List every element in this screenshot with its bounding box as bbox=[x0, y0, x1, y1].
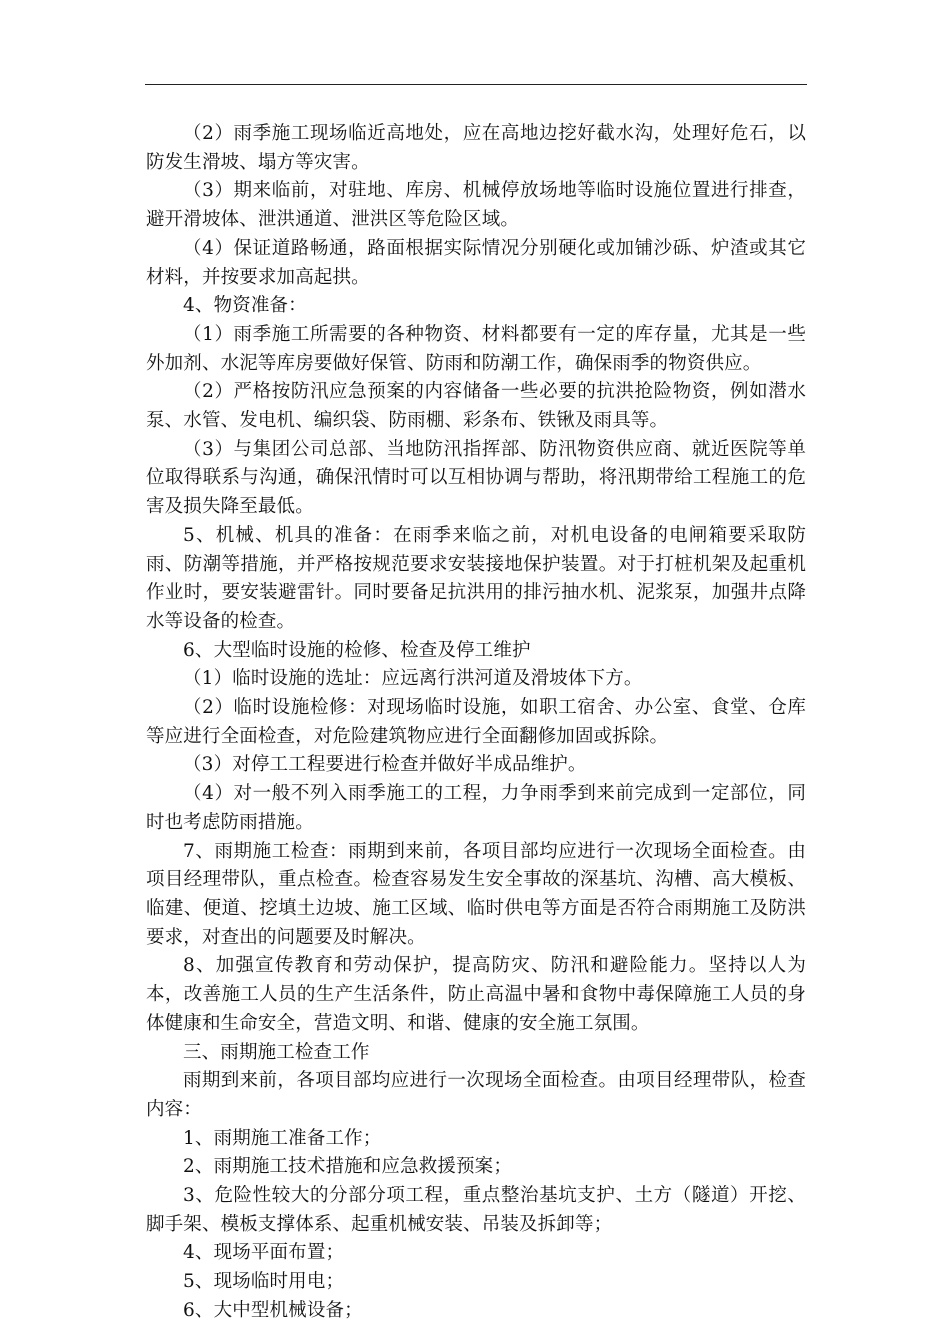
paragraph-facility-repair: （2）临时设施检修：对现场临时设施，如职工宿舍、办公室、食堂、仓库等应进行全面检查，对危险建筑物应进行全面翻修加固或拆除。 bbox=[146, 697, 806, 747]
header-rule bbox=[145, 84, 807, 85]
list-item-4: 4、现场平面布置； bbox=[183, 1242, 345, 1264]
paragraph-site-near-highland: （2）雨季施工现场临近高地处，应在高地边挖好截水沟，处理好危石，以防发生滑坡、塌方等灾害。 bbox=[146, 123, 806, 173]
paragraph-site-selection: （1）临时设施的选址：应远离行洪河道及滑坡体下方。 bbox=[183, 668, 643, 690]
heading-material-preparation: 4、物资准备： bbox=[183, 295, 307, 317]
list-item-5: 5、现场临时用电； bbox=[183, 1271, 345, 1293]
list-item-2: 2、雨期施工技术措施和应急救援预案； bbox=[183, 1156, 512, 1178]
heading-inspection-work: 三、雨期施工检查工作 bbox=[183, 1041, 370, 1063]
paragraph-coordination: （3）与集团公司总部、当地防汛指挥部、防汛物资供应商、就近医院等单位取得联系与沟通，确保汛情时可以互相协调与帮助，将汛期带给工程施工的危害及损失降至最低。 bbox=[146, 438, 806, 518]
paragraph-facility-inspection: （3）期来临前，对驻地、库房、机械停放场地等临时设施位置进行排查，避开滑坡体、泄洪通道、泄洪区等危险区域。 bbox=[146, 180, 806, 231]
paragraph-road-access: （4）保证道路畅通，路面根据实际情况分别硬化或加铺沙砾、炉渣或其它材料，并按要求加高起拱。 bbox=[146, 237, 806, 288]
paragraph-material-stock: （1）雨季施工所需要的各种物资、材料都要有一定的库存量，尤其是一些外加剂、水泥等库房要做好保管、防雨和防潮工作，确保雨季的物资供应。 bbox=[146, 323, 806, 374]
list-item-6: 6、大中型机械设备； bbox=[183, 1299, 363, 1321]
document-body bbox=[146, 120, 806, 1326]
paragraph-machinery-preparation: 5、机械、机具的准备：在雨季来临之前，对机电设备的电闸箱要采取防雨、防潮等措施，并严格按规范要求安装接地保护装置。对于打桩机架及起重机作业时，要安装避雷针。同时要备足抗洪用的排污抽水机、泥浆泵，加强井点降水等设备的检查。 bbox=[146, 524, 806, 632]
paragraph-education-protection: 8、加强宣传教育和劳动保护，提高防灾、防汛和避险能力。坚持以人为本，改善施工人员的生产生活条件，防止高温中暑和食物中毒保障施工人员的身体健康和生命安全，营造文明、和谐、健康的安全施工氛围。 bbox=[146, 955, 806, 1034]
heading-temporary-facilities: 6、大型临时设施的检修、检查及停工维护 bbox=[183, 639, 531, 661]
paragraph-non-rainy-works: （4）对一般不列入雨季施工的工程，力争雨季到来前完成到一定部位，同时也考虑防雨措施。 bbox=[146, 783, 806, 833]
list-item-1: 1、雨期施工准备工作； bbox=[183, 1127, 382, 1149]
paragraph-emergency-supplies: （2）严格按防汛应急预案的内容储备一些必要的抗洪抢险物资，例如潜水泵、水管、发电机、编织袋、防雨棚、彩条布、铁锹及雨具等。 bbox=[146, 381, 806, 432]
paragraph-inspection-intro: 雨期到来前，各项目部均应进行一次现场全面检查。由项目经理带队，检查内容： bbox=[146, 1070, 806, 1120]
paragraph-suspended-works: （3）对停工工程要进行检查并做好半成品维护。 bbox=[183, 754, 587, 776]
list-item-3: 3、危险性较大的分部分项工程，重点整治基坑支护、土方（隧道）开挖、脚手架、模板支撑体系、起重机械安装、吊装及拆卸等； bbox=[146, 1185, 806, 1235]
paragraph-rainy-inspection: 7、雨期施工检查：雨期到来前，各项目部均应进行一次现场全面检查。由项目经理带队，重点检查。检查容易发生安全事故的深基坑、沟槽、高大模板、临建、便道、挖填土边坡、施工区域、临时供电等方面是否符合雨期施工及防洪要求，对查出的问题要及时解决。 bbox=[146, 840, 806, 948]
